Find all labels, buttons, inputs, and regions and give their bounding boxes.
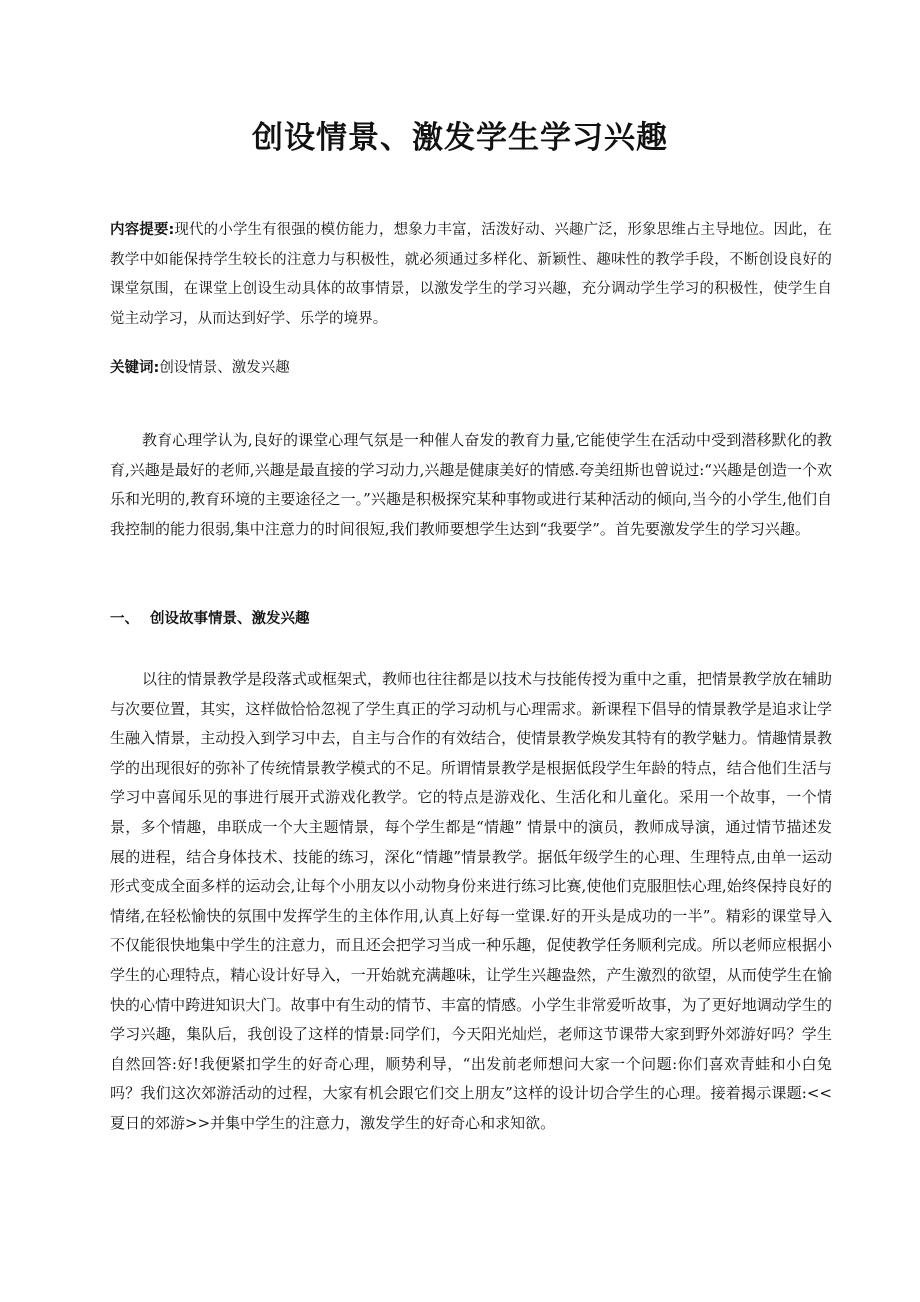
keywords-label: 关键词: — [110, 360, 160, 376]
keywords-text: 创设情景、激发兴趣 — [159, 360, 290, 376]
abstract-text: 现代的小学生有很强的模仿能力，想象力丰富，活泼好动、兴趣广泛，形象思维占主导地位。因此，在教学中如能保持学生较长的注意力与积极性，就必须通过多样化、新颖性、趣味性的教学手段，不断创设良好的课堂氛围，在课堂上创设生动具体的故事情景，以激发学生的学习兴趣，充分调动学生学习的积极性，使学生自觉主动学习，从而达到好学、乐学的境界。 — [110, 222, 832, 327]
section-number: 一、 — [110, 611, 139, 627]
section-heading-text: 创设故事情景、激发兴趣 — [150, 611, 310, 627]
keywords — [110, 356, 832, 380]
abstract — [110, 216, 832, 334]
section-heading-1 — [110, 607, 832, 631]
body-paragraph-2: 以往的情景教学是段落式或框架式，教师也往往都是以技术与技能传授为重中之重，把情景教学放在辅助与次要位置，其实，这样做恰恰忽视了学生真正的学习动机与心理需求。新课程下倡导的情景教学是追求让学生融入情景，主动投入到学习中去，自主与合作的有效结合，使情景教学焕发其特有的教学魅力。情趣情景教学的出现很好的弥补了传统情景教学模式的不足。所谓情景教学是根据低段学生年龄的特点，结合他们生活与学习中喜闻乐见的事进行展开式游戏化教学。它的特点是游戏化、生活化和儿童化。采用一个故事，一个情景，多个情趣，串联成一个大主题情景，每个学生都是“情趣” 情景中的演员，教师成导演，通过情节描述发展的进程，结合身体技术、技能的练习，深化“情趣”情景教学。据低年级学生的心理、生理特点,由单一运动形式变成全面多样的运动会,让每个小朋友以小动物身份来进行练习比赛,使他们克服胆怯心理,始终保持良好的情绪,在轻松愉快的氛围中发挥学生的主体作用,认真上好每一堂课.好的开头是成功的一半”。精彩的课堂导入不仅能很快地集中学生的注意力，而且还会把学习当成一种乐趣，促使教学任务顺利完成。所以老师应根据小学生的心理特点，精心设计好导入，一开始就充满趣味，让学生兴趣盎然，产生激烈的欲望，从而使学生在愉快的心情中跨进知识大门。故事中有生动的情节、丰富的情感。小学生非常爱听故事，为了更好地调动学生的学习兴趣，集队后，我创设了这样的情景:同学们，今天阳光灿烂，老师这节课带大家到野外郊游好吗？学生自然回答:好!我便紧扣学生的好奇心理，顺势利导，“出发前老师想问大家一个问题:你们喜欢青蛙和小白兔吗？我们这次郊游活动的过程，大家有机会跟它们交上朋友”这样的设计切合学生的心理。接着揭示课题:<<夏日的郊游>>并集中学生的注意力，激发学生的好奇心和求知欲。 — [110, 670, 833, 1132]
abstract-label: 内容提要: — [110, 222, 175, 238]
body-paragraph-1: 教育心理学认为,良好的课堂心理气氛是一种催人奋发的教育力量,它能使学生在活动中受到潜移默化的教育,兴趣是最好的老师,兴趣是最直接的学习动力,兴趣是健康美好的情感.夸美纽斯也曾说过:“兴趣是创造一个欢乐和光明的,教育环境的主要途径之一。”兴趣是积极探究某种事物或进行某种活动的倾向,当今的小学生,他们自我控制的能力很弱,集中注意力的时间很短,我们教师要想学生达到“我要学”。首先要激发学生的学习兴趣。 — [110, 431, 832, 538]
document-title: 创设情景、激发学生学习兴趣 — [252, 120, 668, 156]
